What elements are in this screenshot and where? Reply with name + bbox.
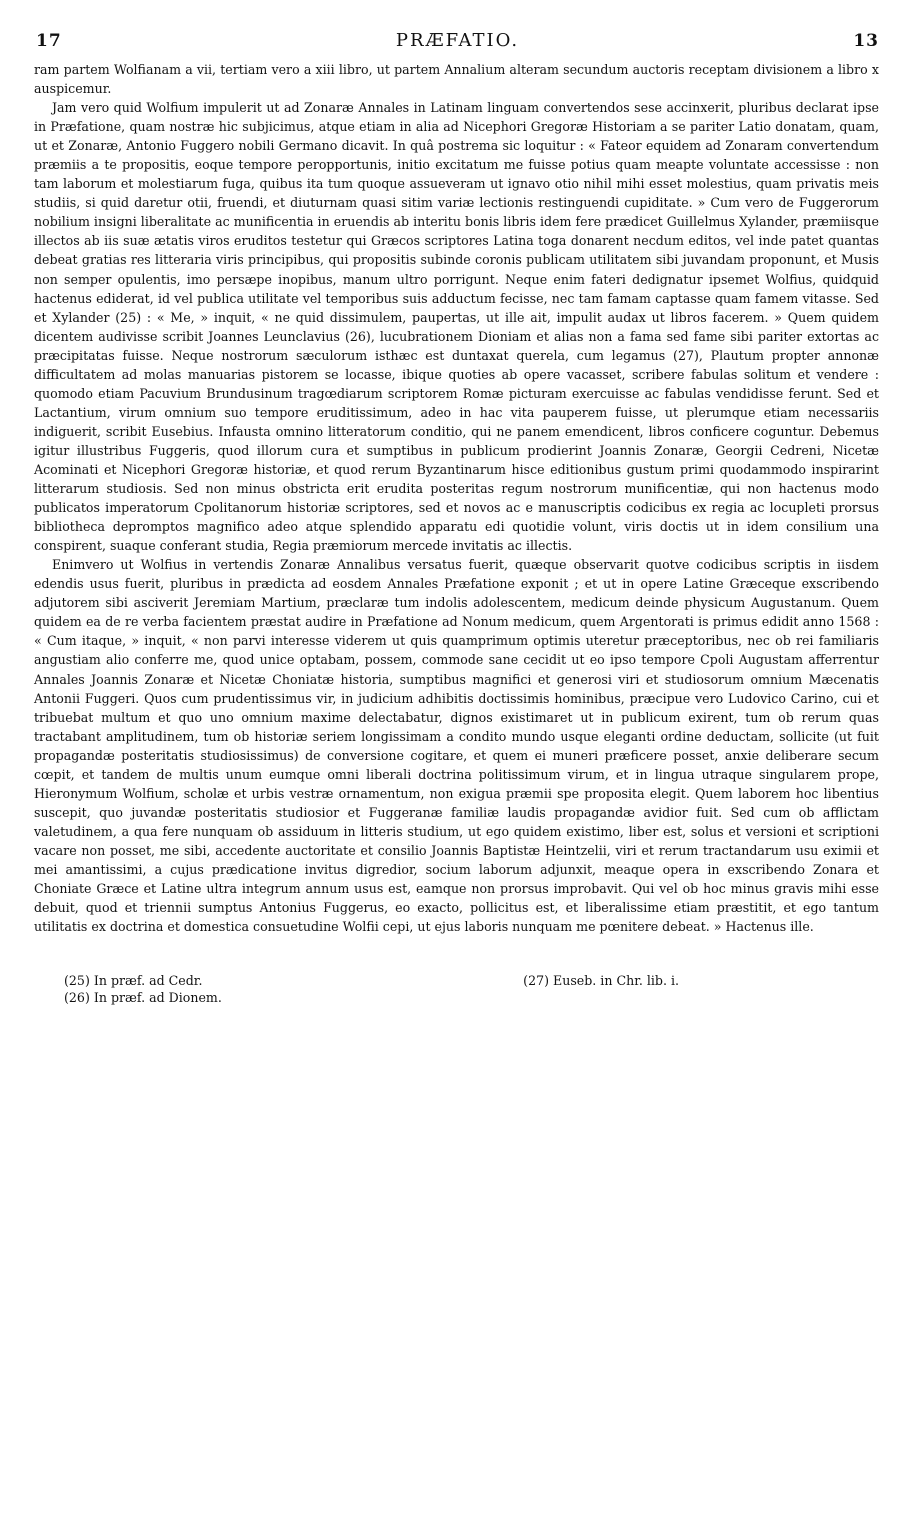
footnote-column-left — [64, 972, 222, 1006]
running-header — [36, 30, 879, 56]
body-text — [34, 60, 879, 936]
footnote-25: (25) In præf. ad Cedr. — [64, 973, 203, 989]
paragraph: Jam vero quid Wolfium impulerit ut ad Zonaræ Annales in Latinam linguam convertendos sese accinxerit, pluribus declarat ipse in Præfatione, quam nostræ hic subjicimus, atque etiam in alia ad Nicephori Gregoræ Historiam a se pariter Latio donatam, quam, ut et Zonaræ, Antonio Fuggero nobili Germano dicavit. In quâ postrema sic loquitur : « Fateor equidem ad Zonaram convertendum præmiis a te propositis, eoque tempore peropportunis, initio excitatum me fuisse potius quam meapte voluntate accessisse : non tam laborum et molestiarum fuga, quibus ita tum quoque assueveram ut ignavo otio nihil mihi esset molestius, quam privatis meis studiis, si quid daretur otii, fruendi, et diuturnam quasi sitim variæ lectionis restinguendi cupiditate. » Cum vero de Fuggerorum nobilium insigni liberalitate ac munificentia in eruendis ab interitu bonis libris idem fere prædicet Guillelmus Xylander, præmiisque illectos ab iis suæ ætatis viros eruditos testetur qui Græcos scriptores Latina toga donarent necdum editos, vel inde patet quantas debeat gratias res litteraria viris principibus, qui propositis subinde coronis publicam utilitatem sibi juvandam proponunt, et Musis non semper opulentis, imo persæpe inopibus, manum ultro porrigunt. Neque enim fateri dedignatur ipsemet Wolfius, quidquid hactenus ediderat, id vel publica utilitate vel temporibus suis adductum fecisse, nec tam famam captasse quam famem vitasse. Sed et Xylander (25) : « Me, » inquit, « ne quid dissimulem, paupertas, ut ille ait, impulit audax ut libros facerem. » Quem quidem dicentem audivisse scribit Joannes Leunclavius (26), lucubrationem Dioniam et alias non a fama sed fame sibi pariter extortas ac præcipitatas fuisse. Neque nostrorum sæculorum isthæc est duntaxat querela, cum legamus (27), Plautum propter annonæ difficultatem ad molas manuarias pistorem se locasse, ibique quoties ab opere vacasset, scribere fabulas solitum et vendere : quomodo etiam Pacuvium Brundusinum tragœdiarum scriptorem Romæ picturam exercuisse ac fabulas vendidisse ferunt. Sed et Lactantium, virum omnium suo tempore eruditissimum, adeo in hac vita pauperem fuisse, ut plerumque etiam necessariis indiguerit, scribit Eusebius. Infausta omnino litteratorum conditio, qui ne panem emendicent, libros conficere coguntur. Debemus igitur illustribus Fuggeris, quod illorum cura et sumptibus in publicum prodierint Joannis Zonaræ, Georgii Cedreni, Nicetæ Acominati et Nicephori Gregoræ historiæ, et quod rerum Byzantinarum hisce editionibus gustum primi quodammodo inspirarint litterarum studiosis. Sed non minus obstricta erit erudita posteritas regum nostrorum munificentiæ, qui non hactenus modo publicatos imperatorum Cpolitanorum historiæ scriptores, sed et novos ac e manuscriptis codicibus ex regia ac locupleti prorsus bibliotheca depromptos magnifico adeo atque splendido apparatu edi quotidie volunt, viris doctis ut in idem consilium una conspirent, suaque conferant studia, Regia præmiorum mercede invitatis ac illectis. — [34, 100, 879, 554]
footnote-spacer — [34, 936, 879, 972]
footnote-column-right — [523, 972, 679, 1006]
footnote-26: (26) In præf. ad Dionem. — [64, 990, 222, 1006]
page-number-right: 13 — [853, 31, 879, 51]
running-title: PRÆFATIO. — [395, 30, 520, 51]
page-number-left: 17 — [36, 31, 62, 51]
footnotes — [34, 972, 879, 1006]
footnote-27: (27) Euseb. in Chr. lib. i. — [523, 973, 679, 989]
paragraph-continued: ram partem Wolfianam a vii, tertiam vero a xiii libro, ut partem Annalium alteram secundum auctoris receptam divisionem a libro x auspicemur. — [34, 62, 879, 97]
paragraph: Enimvero ut Wolfius in vertendis Zonaræ Annalibus versatus fuerit, quæque observarit quotve codicibus scriptis in iisdem edendis usus fuerit, pluribus in prædicta ad eosdem Annales Præfatione exponit ; et ut in opere Latine Græceque exscribendo adjutorem sibi asciverit Jeremiam Martium, præclaræ tum indolis adolescentem, medicum deinde physicum Augustanum. Quem quidem ea de re verba facientem præstat audire in Præfatione ad Nonum medicum, quem Argentorati is primus edidit anno 1568 : « Cum itaque, » inquit, « non parvi interesse viderem ut quis quamprimum optimis uteretur præceptoribus, nec ob rei familiaris angustiam alio conferre me, quod unice optabam, possem, commode sane cecidit ut eo ipso tempore Cpoli Augustam afferrentur Annales Joannis Zonaræ et Nicetæ Choniatæ historia, sumptibus magnifici et generosi viri et studiosorum omnium Mæcenatis Antonii Fuggeri. Quos cum prudentissimus vir, in judicium adhibitis doctissimis hominibus, præcipue vero Ludovico Carino, cui et tribuebat multum et quo uno omnium maxime delectabatur, dignos existimaret ut in publicum exirent, tum ob rerum quas tractabant amplitudinem, tum ob historiæ seriem longissimam a condito mundo usque eleganti ordine deductam, sollicite (ut fuit propagandæ posteritatis studiosissimus) de conversione cogitare, et quem ei muneri præficere posset, anxie deliberare secum cœpit, et tandem de multis unum eumque omni liberali doctrina politissimum virum, et in lingua utraque singularem prope, Hieronymum Wolfium, scholæ et urbis vestræ ornamentum, non exigua præmii spe proposita elegit. Quem laborem hoc libentius suscepit, quo juvandæ posteritatis studiosior et Fuggeranæ familiæ laudis propagandæ avidior fuit. Sed cum ob afflictam valetudinem, a qua fere nunquam ob assiduum in litteris studium, ut ego quidem existimo, liber est, solus et versioni et scriptioni vacare non posset, me sibi, accedente auctoritate et consilio Joannis Baptistæ Heintzelii, viri et rerum tractandarum usu eximii et mei amantissimi, a cujus prædicatione invitus digredior, socium laborum adjunxit, meaque opera in exscribendo Zonara et Choniate Græce et Latine ultra integrum annum usus est, eamque non prorsus improbavit. Qui vel ob hoc minus gravis mihi esse debuit, quod et triennii sumptus Antonius Fuggerus, eo exacto, pollicitus est, et liberalissime etiam præstitit, et ego tantum utilitatis ex doctrina et domestica consuetudine Wolfii cepi, ut ejus laboris nunquam me pœnitere debeat. » Hactenus ille. — [34, 557, 879, 935]
